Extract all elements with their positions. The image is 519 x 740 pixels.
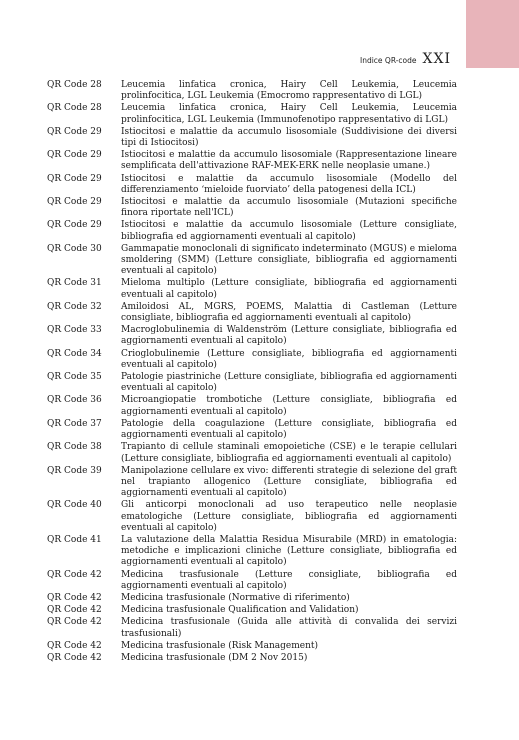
entry-description: Crioglobulinemie (Letture consigliate, bibliografia ed aggiornamenti eventuali al capitolo) — [121, 348, 457, 370]
index-entry — [47, 150, 457, 172]
index-entry — [47, 244, 457, 278]
entry-description: Istiocitosi e malattie da accumulo lisosomiale (Modello del differenziamento ‘mieloide fuorviato’ della patogenesi della ICL) — [121, 173, 457, 195]
index-entry — [47, 174, 457, 196]
entry-description: Amiloidosi AL, MGRS, POEMS, Malattia di Castleman (Letture consigliate, bibliografia ed aggiornamenti eventuali al capitolo) — [121, 301, 457, 324]
qr-code-label: QR Code 42 — [47, 652, 102, 663]
entry-description: Mieloma multiplo (Letture consigliate, bibliografia ed aggiornamenti eventuali al capitolo) — [121, 278, 457, 300]
index-entry — [47, 197, 457, 219]
qr-code-label: QR Code 28 — [47, 103, 102, 114]
qr-code-label: QR Code 42 — [47, 617, 102, 628]
index-entry — [47, 325, 457, 347]
corner-color-tab — [466, 0, 519, 68]
entry-description: Istiocitosi e malattie da accumulo lisosomiale (Mutazioni specifiche finora riportate nell'ICL) — [121, 197, 457, 219]
index-entry — [47, 617, 457, 639]
qr-code-label: QR Code 28 — [47, 80, 102, 90]
entry-description: Trapianto di cellule staminali emopoietiche (CSE) e le terapie cellulari (Letture consigliate, bibliografia ed aggiornamenti eventuali al capitolo) — [121, 442, 457, 464]
qr-code-label: QR Code 29 — [47, 126, 102, 137]
page-number: XXI — [422, 51, 451, 67]
entry-description: Microangiopatie trombotiche (Letture consigliate, bibliografia ed aggiornamenti eventuali al capitolo) — [121, 395, 457, 417]
entry-description: Patologie piastriniche (Letture consigliate, bibliografia ed aggiornamenti eventuali al capitolo) — [121, 372, 457, 394]
qr-code-label: QR Code 29 — [47, 197, 102, 208]
index-entry — [47, 653, 457, 664]
entry-description: Patologie della coagulazione (Letture consigliate, bibliografia ed aggiornamenti eventuali al capitolo) — [121, 418, 457, 441]
index-entry — [47, 220, 457, 242]
entry-description: Leucemia linfatica cronica, Hairy Cell Leukemia, Leucemia prolinfocitica, LGL Leukemia (Immunofenotipo rappresentativo di LGL) — [121, 103, 457, 125]
index-entry — [47, 103, 457, 125]
qr-code-label: QR Code 29 — [47, 150, 102, 161]
entry-description: Istiocitosi e malattie da accumulo lisosomiale (Letture consigliate, bibliografia ed aggiornamenti eventuali al capitolo) — [121, 220, 457, 242]
index-entry — [47, 641, 457, 652]
qr-code-label: QR Code 35 — [47, 372, 102, 383]
qr-code-label: QR Code 33 — [47, 325, 102, 336]
header-section-label: Indice QR-code — [359, 56, 417, 65]
entry-description: Medicina trasfusionale (DM 2 Nov 2015) — [121, 652, 308, 663]
qr-code-label: QR Code 38 — [47, 442, 102, 453]
index-entry — [47, 500, 457, 534]
index-entry — [47, 80, 457, 102]
qr-code-label: QR Code 42 — [47, 569, 102, 580]
qr-code-label: QR Code 32 — [47, 301, 102, 312]
qr-code-label: QR Code 30 — [47, 243, 102, 254]
entry-description: Istiocitosi e malattie da accumulo lisosomiale (Suddivisione dei diversi tipi di Istiocitosi) — [121, 126, 457, 149]
index-entry — [47, 278, 457, 300]
entry-description: Gammapatie monoclonali di significato indeterminato (MGUS) e mieloma smoldering (SMM) (Letture consigliate, bibliografia ed aggiornamenti eventuali al capitolo) — [121, 243, 457, 277]
index-entry — [47, 372, 457, 394]
index-entry — [47, 570, 457, 592]
index-entry — [47, 442, 457, 464]
index-entry — [47, 605, 457, 616]
entry-description: Manipolazione cellulare ex vivo: differenti strategie di selezione del graft nel trapianto allogenico (Letture consigliate, bibliografia ed aggiornamenti eventuali al capitolo) — [121, 465, 457, 499]
index-entry — [47, 395, 457, 417]
qr-code-label: QR Code 41 — [47, 534, 102, 545]
qr-code-label: QR Code 39 — [47, 465, 102, 476]
qr-code-label: QR Code 36 — [47, 395, 102, 406]
index-entry — [47, 302, 457, 324]
index-entry — [47, 466, 457, 500]
index-entry — [47, 419, 457, 441]
index-entry — [47, 593, 457, 604]
index-entry — [47, 535, 457, 569]
qr-code-index-list — [47, 80, 457, 665]
entry-description: Gli anticorpi monoclonali ad uso terapeutico nelle neoplasie ematologiche (Letture consigliate, bibliografia ed aggiornamenti eventuali al capitolo) — [121, 500, 457, 533]
running-header — [360, 51, 451, 67]
entry-description: Leucemia linfatica cronica, Hairy Cell Leukemia, Leucemia prolinfocitica, LGL Leukemia (Emocromo rappresentativo di LGL) — [121, 80, 457, 102]
index-entry — [47, 127, 457, 149]
entry-description: Macroglobulinemia di Waldenström (Letture consigliate, bibliografia ed aggiornamenti eventuali al capitolo) — [121, 325, 457, 347]
qr-code-label: QR Code 34 — [47, 348, 102, 359]
entry-description: Istiocitosi e malattie da accumulo lisosomiale (Rappresentazione lineare semplificata dell'attivazione RAF-MEK-ERK nelle neoplasie umane.) — [121, 150, 457, 172]
qr-code-label: QR Code 31 — [47, 278, 102, 289]
entry-description: Medicina trasfusionale (Risk Management) — [121, 640, 319, 651]
entry-description: Medicina trasfusionale (Guida alle attività di convalida dei servizi trasfusionali) — [121, 617, 457, 639]
entry-description: Medicina trasfusionale (Letture consigliate, bibliografia ed aggiornamenti eventuali al capitolo) — [121, 569, 457, 591]
qr-code-label: QR Code 29 — [47, 173, 102, 184]
entry-description: Medicina trasfusionale (Normative di riferimento) — [121, 592, 350, 603]
qr-code-label: QR Code 42 — [47, 640, 102, 651]
entry-description: La valutazione della Malattia Residua Misurabile (MRD) in ematologia: metodiche e implicazioni cliniche (Letture consigliate, bibliografia ed aggiornamenti eventuali al capitolo) — [121, 534, 457, 568]
qr-code-label: QR Code 37 — [47, 418, 102, 429]
qr-code-label: QR Code 42 — [47, 592, 102, 603]
index-entry — [47, 349, 457, 371]
entry-description: Medicina trasfusionale Qualification and Validation) — [121, 605, 359, 616]
qr-code-label: QR Code 40 — [47, 500, 102, 511]
qr-code-label: QR Code 29 — [47, 220, 102, 231]
qr-code-label: QR Code 42 — [47, 605, 102, 616]
